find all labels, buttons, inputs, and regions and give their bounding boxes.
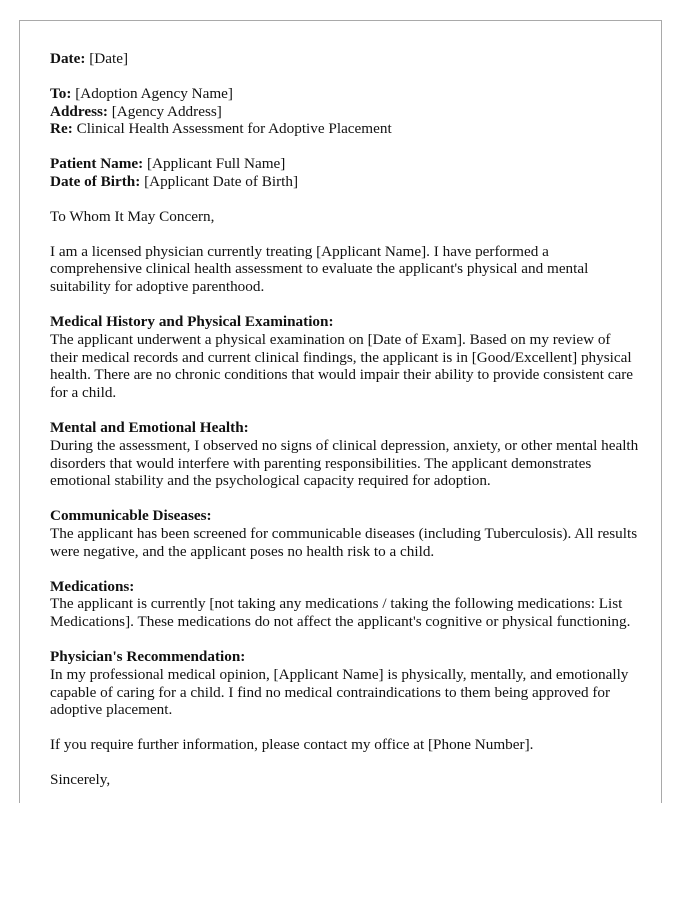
address-value: [Agency Address]: [111, 102, 222, 120]
section-medical-history: [50, 313, 640, 402]
re-label: Re:: [50, 120, 73, 138]
patient-name-label: Patient Name:: [50, 155, 144, 173]
section-title: Communicable Diseases:: [50, 507, 212, 525]
section-communicable-diseases: [50, 507, 640, 560]
re-value: Clinical Health Assessment for Adoptive Placement: [76, 120, 392, 138]
date-label: Date:: [50, 50, 86, 67]
dob-value: [Applicant Date of Birth]: [144, 172, 298, 190]
patient-block: [50, 155, 640, 191]
section-body: The applicant has been screened for communicable diseases (including Tuberculosis). All results were negative, and the applicant poses no health risk to a child.: [50, 524, 638, 560]
section-medications: [50, 578, 640, 631]
intro-paragraph: I am a licensed physician currently treating [Applicant Name]. I have performed a comprehensive clinical health assessment to evaluate the applicant's physical and mental suitability for adoptive parenthood.: [50, 242, 589, 296]
letter-page: [19, 20, 662, 803]
to-value: [Adoption Agency Name]: [75, 84, 233, 102]
date-value: [Date]: [89, 50, 129, 67]
section-body: The applicant underwent a physical examination on [Date of Exam]. Based on my review of their medical records and current clinical findings, the applicant is in [Good/Excellent] physical health. There are no chronic conditions that would impair their ability to provide consistent care for a child.: [50, 330, 633, 402]
closing: Sincerely,: [50, 770, 111, 788]
section-body: The applicant is currently [not taking any medications / taking the following medications: List Medications]. These medications do not affect the applicant's cognitive or physical functioning.: [50, 595, 631, 631]
section-body: In my professional medical opinion, [Applicant Name] is physically, mentally, and emotionally capable of caring for a child. I find no medical contraindications to them being approved for adoptive placement.: [50, 665, 629, 719]
section-recommendation: [50, 648, 640, 719]
letter-content: [50, 50, 640, 806]
section-title: Mental and Emotional Health:: [50, 418, 249, 436]
patient-name-value: [Applicant Full Name]: [147, 155, 286, 173]
contact-paragraph: If you require further information, please contact my office at [Phone Number].: [50, 736, 534, 754]
salutation: To Whom It May Concern,: [50, 207, 215, 225]
date-block: [50, 50, 640, 68]
recipient-block: [50, 85, 640, 138]
section-title: Medical History and Physical Examination:: [50, 312, 334, 330]
section-title: Medications:: [50, 577, 135, 595]
address-label: Address:: [50, 102, 108, 120]
to-label: To:: [50, 84, 72, 102]
section-body: During the assessment, I observed no signs of clinical depression, anxiety, or other mental health disorders that would interfere with parenting responsibilities. The applicant demonstrates emotional stability and the psychological capacity required for adoption.: [50, 436, 639, 490]
section-title: Physician's Recommendation:: [50, 647, 246, 665]
dob-label: Date of Birth:: [50, 172, 141, 190]
section-mental-health: [50, 419, 640, 490]
